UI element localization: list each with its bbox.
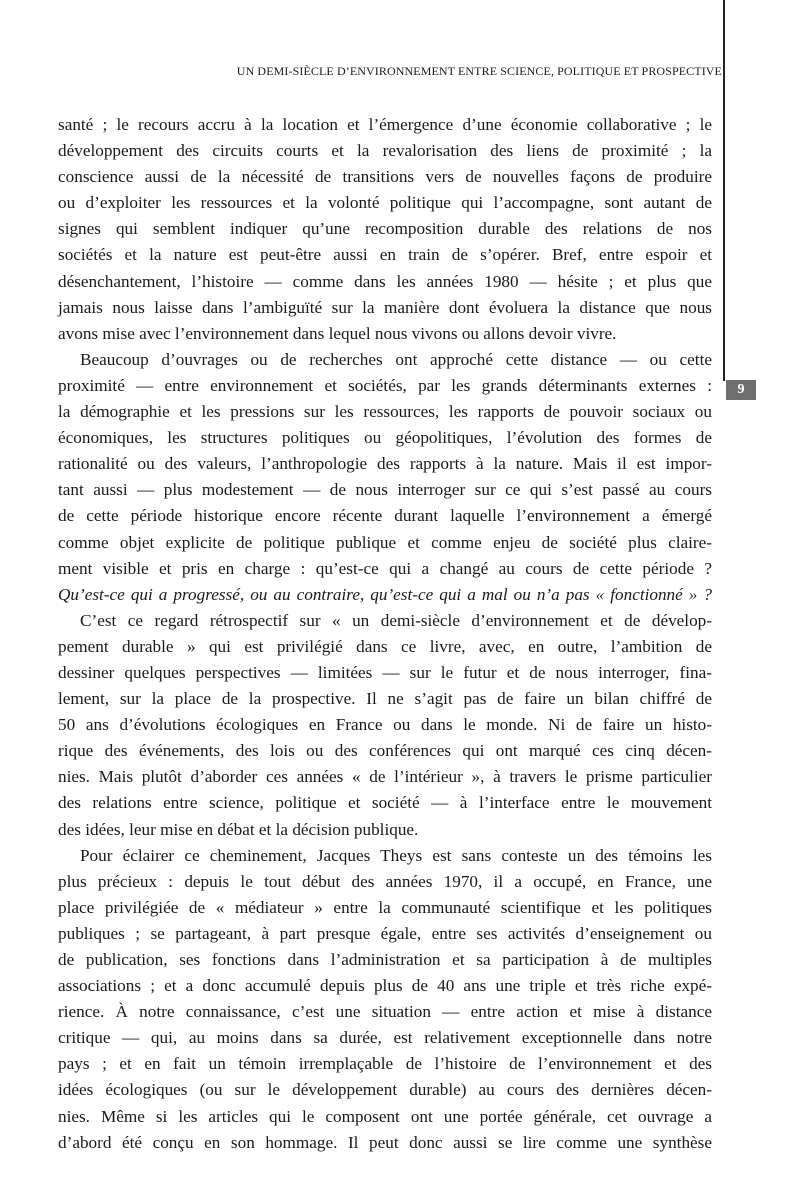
text-line: des idées, leur mise en débat et la décision publique. bbox=[58, 819, 419, 839]
paragraph bbox=[58, 347, 712, 608]
text-line: Pour éclairer ce cheminement, Jacques Theys est sans conteste un des témoins les bbox=[80, 845, 712, 865]
text-line: comme objet explicite de politique publique et comme enjeu de société plus claire- bbox=[58, 532, 712, 552]
text-line: proximité — entre environnement et sociétés, par les grands déterminants externes : bbox=[58, 375, 712, 395]
margin-rule bbox=[723, 0, 725, 381]
text-line: nies. Mais plutôt d’aborder ces années « de l’intérieur », à travers le prisme particulier bbox=[58, 767, 712, 787]
text-line: rationalité ou des valeurs, l’anthropologie des rapports à la nature. Mais il est impor- bbox=[58, 454, 712, 474]
text-line: rience. À notre connaissance, c’est une situation — entre action et mise à distance bbox=[58, 1002, 712, 1022]
paragraph bbox=[58, 608, 712, 843]
body-text bbox=[58, 112, 712, 1156]
text-line: pays ; et en fait un témoin irremplaçable de l’histoire de l’environnement et des bbox=[58, 1054, 712, 1074]
text-line: ment visible et pris en charge : qu’est-ce qui a changé au cours de cette période ? bbox=[58, 558, 712, 578]
text-line: des relations entre science, politique et société — à l’interface entre le mouvement bbox=[58, 793, 712, 813]
text-line: ou d’exploiter les ressources et la volonté politique qui l’accompagne, sont autant de bbox=[58, 193, 712, 213]
text-line: dessiner quelques perspectives — limitées — sur le futur et de nous interroger, fina- bbox=[58, 662, 712, 682]
text-line: C’est ce regard rétrospectif sur « un demi-siècle d’environnement et de dévelop- bbox=[80, 610, 712, 630]
text-line: rique des événements, des lois ou des conférences qui ont marqué ces cinq décen- bbox=[58, 741, 712, 761]
text-line: signes qui semblent indiquer qu’une recomposition durable des relations de nos bbox=[58, 219, 712, 239]
text-line: désenchantement, l’histoire — comme dans les années 1980 — hésite ; et plus que bbox=[58, 271, 712, 291]
text-line: critique — qui, au moins dans sa durée, est relativement exceptionnelle dans notre bbox=[58, 1028, 712, 1048]
paragraph bbox=[58, 843, 712, 1156]
text-line: publiques ; se partageant, à part presque égale, entre ses activités d’enseignement ou bbox=[58, 923, 712, 943]
text-line: jamais nous laisse dans l’ambiguïté sur la manière dont évoluera la distance que nous bbox=[58, 297, 712, 317]
text-line: conscience aussi de la nécessité de transitions vers de nouvelles façons de produire bbox=[58, 167, 712, 187]
text-line: de publication, ses fonctions dans l’administration et sa participation à de multiples bbox=[58, 950, 712, 969]
running-header: UN DEMI-SIÈCLE D’ENVIRONNEMENT ENTRE SCIENCE, POLITIQUE ET PROSPECTIVE bbox=[236, 64, 722, 78]
text-line: développement des circuits courts et la revalorisation des liens de proximité ; la bbox=[58, 141, 712, 161]
paragraph bbox=[58, 112, 712, 347]
text-line: associations ; et a donc accumulé depuis plus de 40 ans une triple et très riche expé- bbox=[58, 976, 712, 996]
text-line: place privilégiée de « médiateur » entre la communauté scientifique et les politiques bbox=[58, 897, 712, 917]
text-line: Qu’est-ce qui a progressé, ou au contraire, qu’est-ce qui a mal ou n’a pas « fonctionné » ? bbox=[58, 584, 712, 604]
text-line: d’abord été conçu en son hommage. Il peut donc aussi se lire comme une synthèse bbox=[58, 1132, 712, 1152]
text-line: sociétés et la nature est peut-être aussi en train de s’opérer. Bref, entre espoir et bbox=[58, 245, 712, 265]
text-line: santé ; le recours accru à la location et l’émergence d’une économie collaborative ; le bbox=[58, 115, 712, 134]
text-line: économiques, les structures politiques ou géopolitiques, l’évolution des formes de bbox=[58, 428, 712, 448]
text-line: plus précieux : depuis le tout début des années 1970, il a occupé, en France, une bbox=[58, 871, 712, 891]
page-number: 9 bbox=[726, 380, 756, 400]
text-line: idées écologiques (ou sur le développement durable) au cours des dernières décen- bbox=[58, 1080, 712, 1100]
text-line: lement, sur la place de la prospective. Il ne s’agit pas de faire un bilan chiffré de bbox=[58, 689, 712, 709]
text-line: tant aussi — plus modestement — de nous interroger sur ce qui s’est passé au cours bbox=[58, 480, 712, 500]
text-line: avons mise avec l’environnement dans lequel nous vivons ou allons devoir vivre. bbox=[58, 323, 617, 343]
text-line: de cette période historique encore récente durant laquelle l’environnement a émergé bbox=[58, 506, 712, 526]
text-line: nies. Même si les articles qui le composent ont une portée générale, cet ouvrage a bbox=[58, 1106, 712, 1126]
text-line: 50 ans d’évolutions écologiques en France ou dans le monde. Ni de faire un histo- bbox=[58, 715, 712, 735]
text-line: pement durable » qui est privilégié dans ce livre, avec, en outre, l’ambition de bbox=[58, 636, 712, 656]
text-line: la démographie et les pressions sur les ressources, les rapports de pouvoir sociaux ou bbox=[58, 402, 712, 422]
text-line: Beaucoup d’ouvrages ou de recherches ont approché cette distance — ou cette bbox=[80, 349, 712, 369]
